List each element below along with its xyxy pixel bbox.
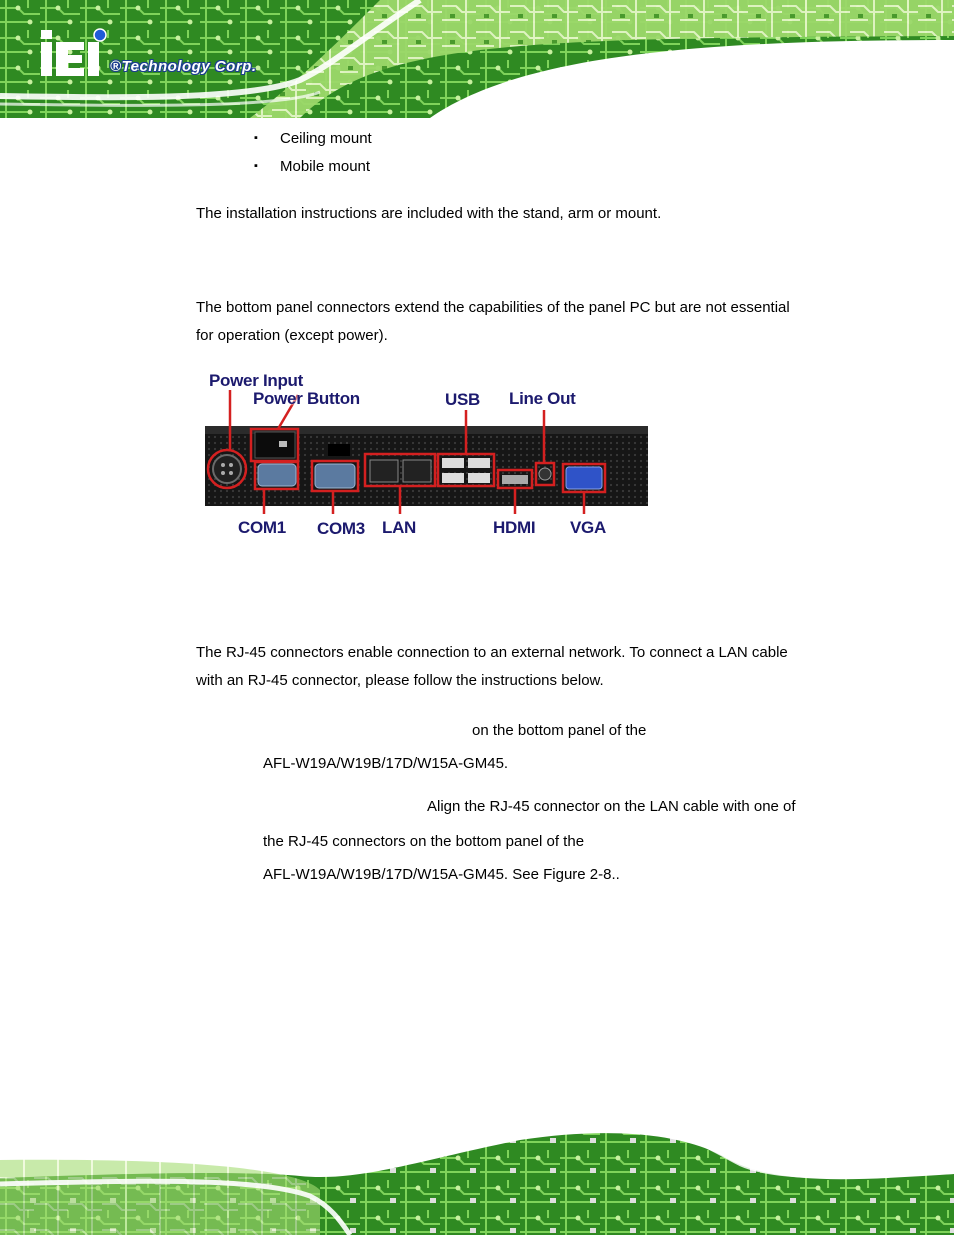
paragraph-rj45: The RJ-45 connectors enable connection to an external network. To connect a LAN cable — [196, 644, 788, 661]
label-usb: USB — [445, 390, 480, 409]
step-1-text: on the bottom panel of the — [472, 722, 647, 739]
paragraph-install: The installation instructions are included with the stand, arm or mount. — [196, 205, 662, 222]
bullet-icon: ▪ — [254, 160, 258, 172]
brand-text: ®Technology Corp. — [110, 58, 257, 75]
step-1-text: AFL-W19A/W19B/17D/W15A-GM45. — [263, 755, 509, 772]
label-lan: LAN — [382, 518, 417, 537]
list-item: Mobile mount — [280, 158, 371, 175]
label-power-button: Power Button — [253, 389, 360, 408]
bullet-icon: ▪ — [254, 132, 258, 144]
label-com1: COM1 — [238, 518, 286, 537]
label-power-input: Power Input — [209, 371, 303, 390]
label-vga: VGA — [570, 518, 606, 537]
label-com3: COM3 — [317, 519, 365, 538]
paragraph-bottom-panel: The bottom panel connectors extend the capabilities of the panel PC but are not essential — [196, 299, 790, 316]
label-hdmi: HDMI — [493, 518, 536, 537]
step-2-text: AFL-W19A/W19B/17D/W15A-GM45. See Figure 2-8.. — [263, 866, 620, 883]
company-logo — [38, 28, 108, 78]
step-2-text: Align the RJ-45 connector on the LAN cable with one of — [427, 798, 796, 815]
list-item: Ceiling mount — [280, 130, 372, 147]
paragraph-bottom-panel: for operation (except power). — [196, 327, 388, 344]
step-2-text: the RJ-45 connectors on the bottom panel of the — [263, 833, 585, 850]
paragraph-rj45: with an RJ-45 connector, please follow the instructions below. — [196, 672, 604, 689]
footer-banner — [0, 1120, 954, 1235]
label-line-out: Line Out — [509, 389, 576, 408]
